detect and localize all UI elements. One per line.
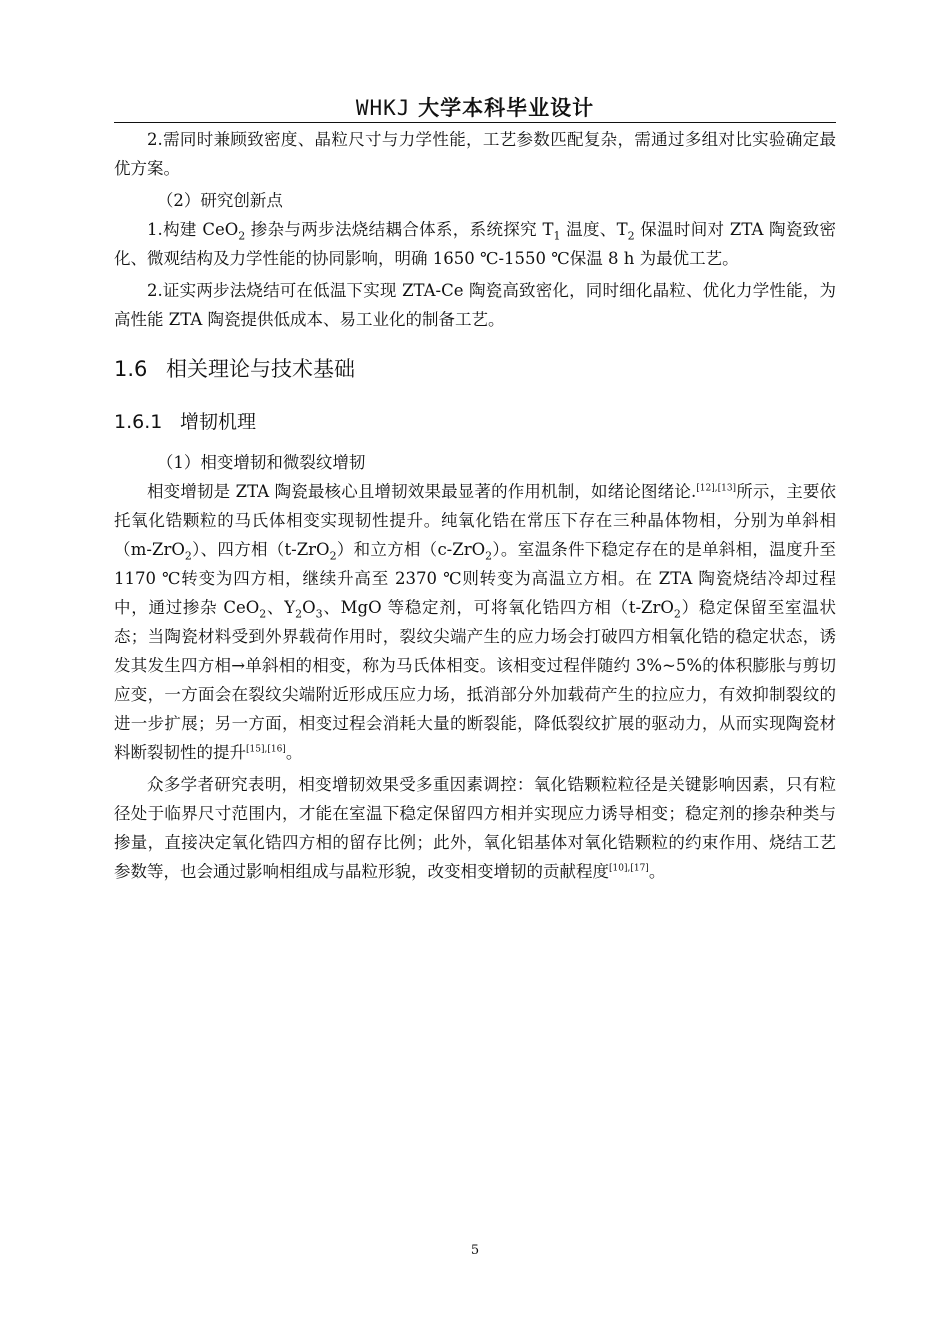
- header-rule: [114, 122, 836, 123]
- header-latin: WHKJ: [355, 96, 411, 120]
- subsection-number: 1.6.1: [114, 411, 163, 433]
- body-text: [114, 125, 836, 889]
- section-heading: [114, 354, 836, 384]
- subsection-heading: [114, 408, 836, 436]
- innovation-item-1: 1.构建 CeO$_2$ 掺杂与两步法烧结耦合体系，系统探究 $T_1$ 温度、$T_2$ 保温时间对 ZTA 陶瓷致密化、微观结构及力学性能的协同影响，明确 1650 ℃-1550 ℃保温 8 h 为最优工艺。: [114, 220, 836, 268]
- phase-transformation-paragraph: 相变增韧是 ZTA 陶瓷最核心且增韧效果最显著的作用机制，如绪论图绪论.[12],[13]所示，主要依托氧化锆颗粒的马氏体相变实现韧性提升。纯氧化锆在常压下存在三种晶体物相，分别为单斜相（m-ZrO$_2$）、四方相（t-ZrO$_2$）和立方相（c-ZrO$_2$）。室温条件下稳定存在的是单斜相，温度升至 1170 ℃转变为四方相，继续升高至 2370 ℃则转变为高温立方相。在 ZTA 陶瓷烧结冷却过程中，通过掺杂 CeO$_2$、$Y_2O_3$、MgO 等稳定剂，可将氧化锆四方相（t-ZrO$_2$）稳定保留至室温状态；当陶瓷材料受到外界载荷作用时，裂纹尖端产生的应力场会打破四方相氧化锆的稳定状态，诱发其发生四方相→单斜相的相变，称为马氏体相变。该相变过程伴随约 3%~5%的体积膨胀与剪切应变，一方面会在裂纹尖端附近形成压应力场，抵消部分外加载荷产生的拉应力，有效抑制裂纹的进一步扩展；另一方面，相变过程会消耗大量的断裂能，降低裂纹扩展的驱动力，从而实现陶瓷材料断裂韧性的提升[15],[16]。: [114, 482, 837, 762]
- difficulty-item-2: 2.需同时兼顾致密度、晶粒尺寸与力学性能，工艺参数匹配复杂，需通过多组对比实验确定最优方案。: [114, 130, 836, 178]
- page-number: 5: [470, 1243, 480, 1258]
- running-header: [0, 92, 950, 122]
- toughening-heading: （1）相变增韧和微裂纹增韧: [156, 453, 366, 472]
- header-title: 大学本科毕业设计: [418, 96, 595, 120]
- section-title: 相关理论与技术基础: [166, 357, 355, 381]
- subsection-title: 增韧机理: [180, 411, 257, 433]
- innovation-heading: （2）研究创新点: [156, 191, 283, 210]
- influencing-factors-paragraph: 众多学者研究表明，相变增韧效果受多重因素调控：氧化锆颗粒粒径是关键影响因素，只有粒径处于临界尺寸范围内，才能在室温下稳定保留四方相并实现应力诱导相变；稳定剂的掺杂种类与掺量，直接决定氧化锆四方相的留存比例；此外，氧化铝基体对氧化锆颗粒的约束作用、烧结工艺参数等，也会通过影响相组成与晶粒形貌，改变相变增韧的贡献程度[10],[17]。: [114, 775, 836, 881]
- citation-15-16: [15],[16]: [246, 744, 286, 755]
- citation-10-17: [10],[17]: [609, 863, 649, 874]
- section-number: 1.6: [114, 357, 148, 381]
- innovation-item-2: 2.证实两步法烧结可在低温下实现 ZTA-Ce 陶瓷高致密化，同时细化晶粒、优化力学性能，为高性能 ZTA 陶瓷提供低成本、易工业化的制备工艺。: [114, 281, 836, 329]
- citation-12-13: [12],[13]: [696, 483, 737, 494]
